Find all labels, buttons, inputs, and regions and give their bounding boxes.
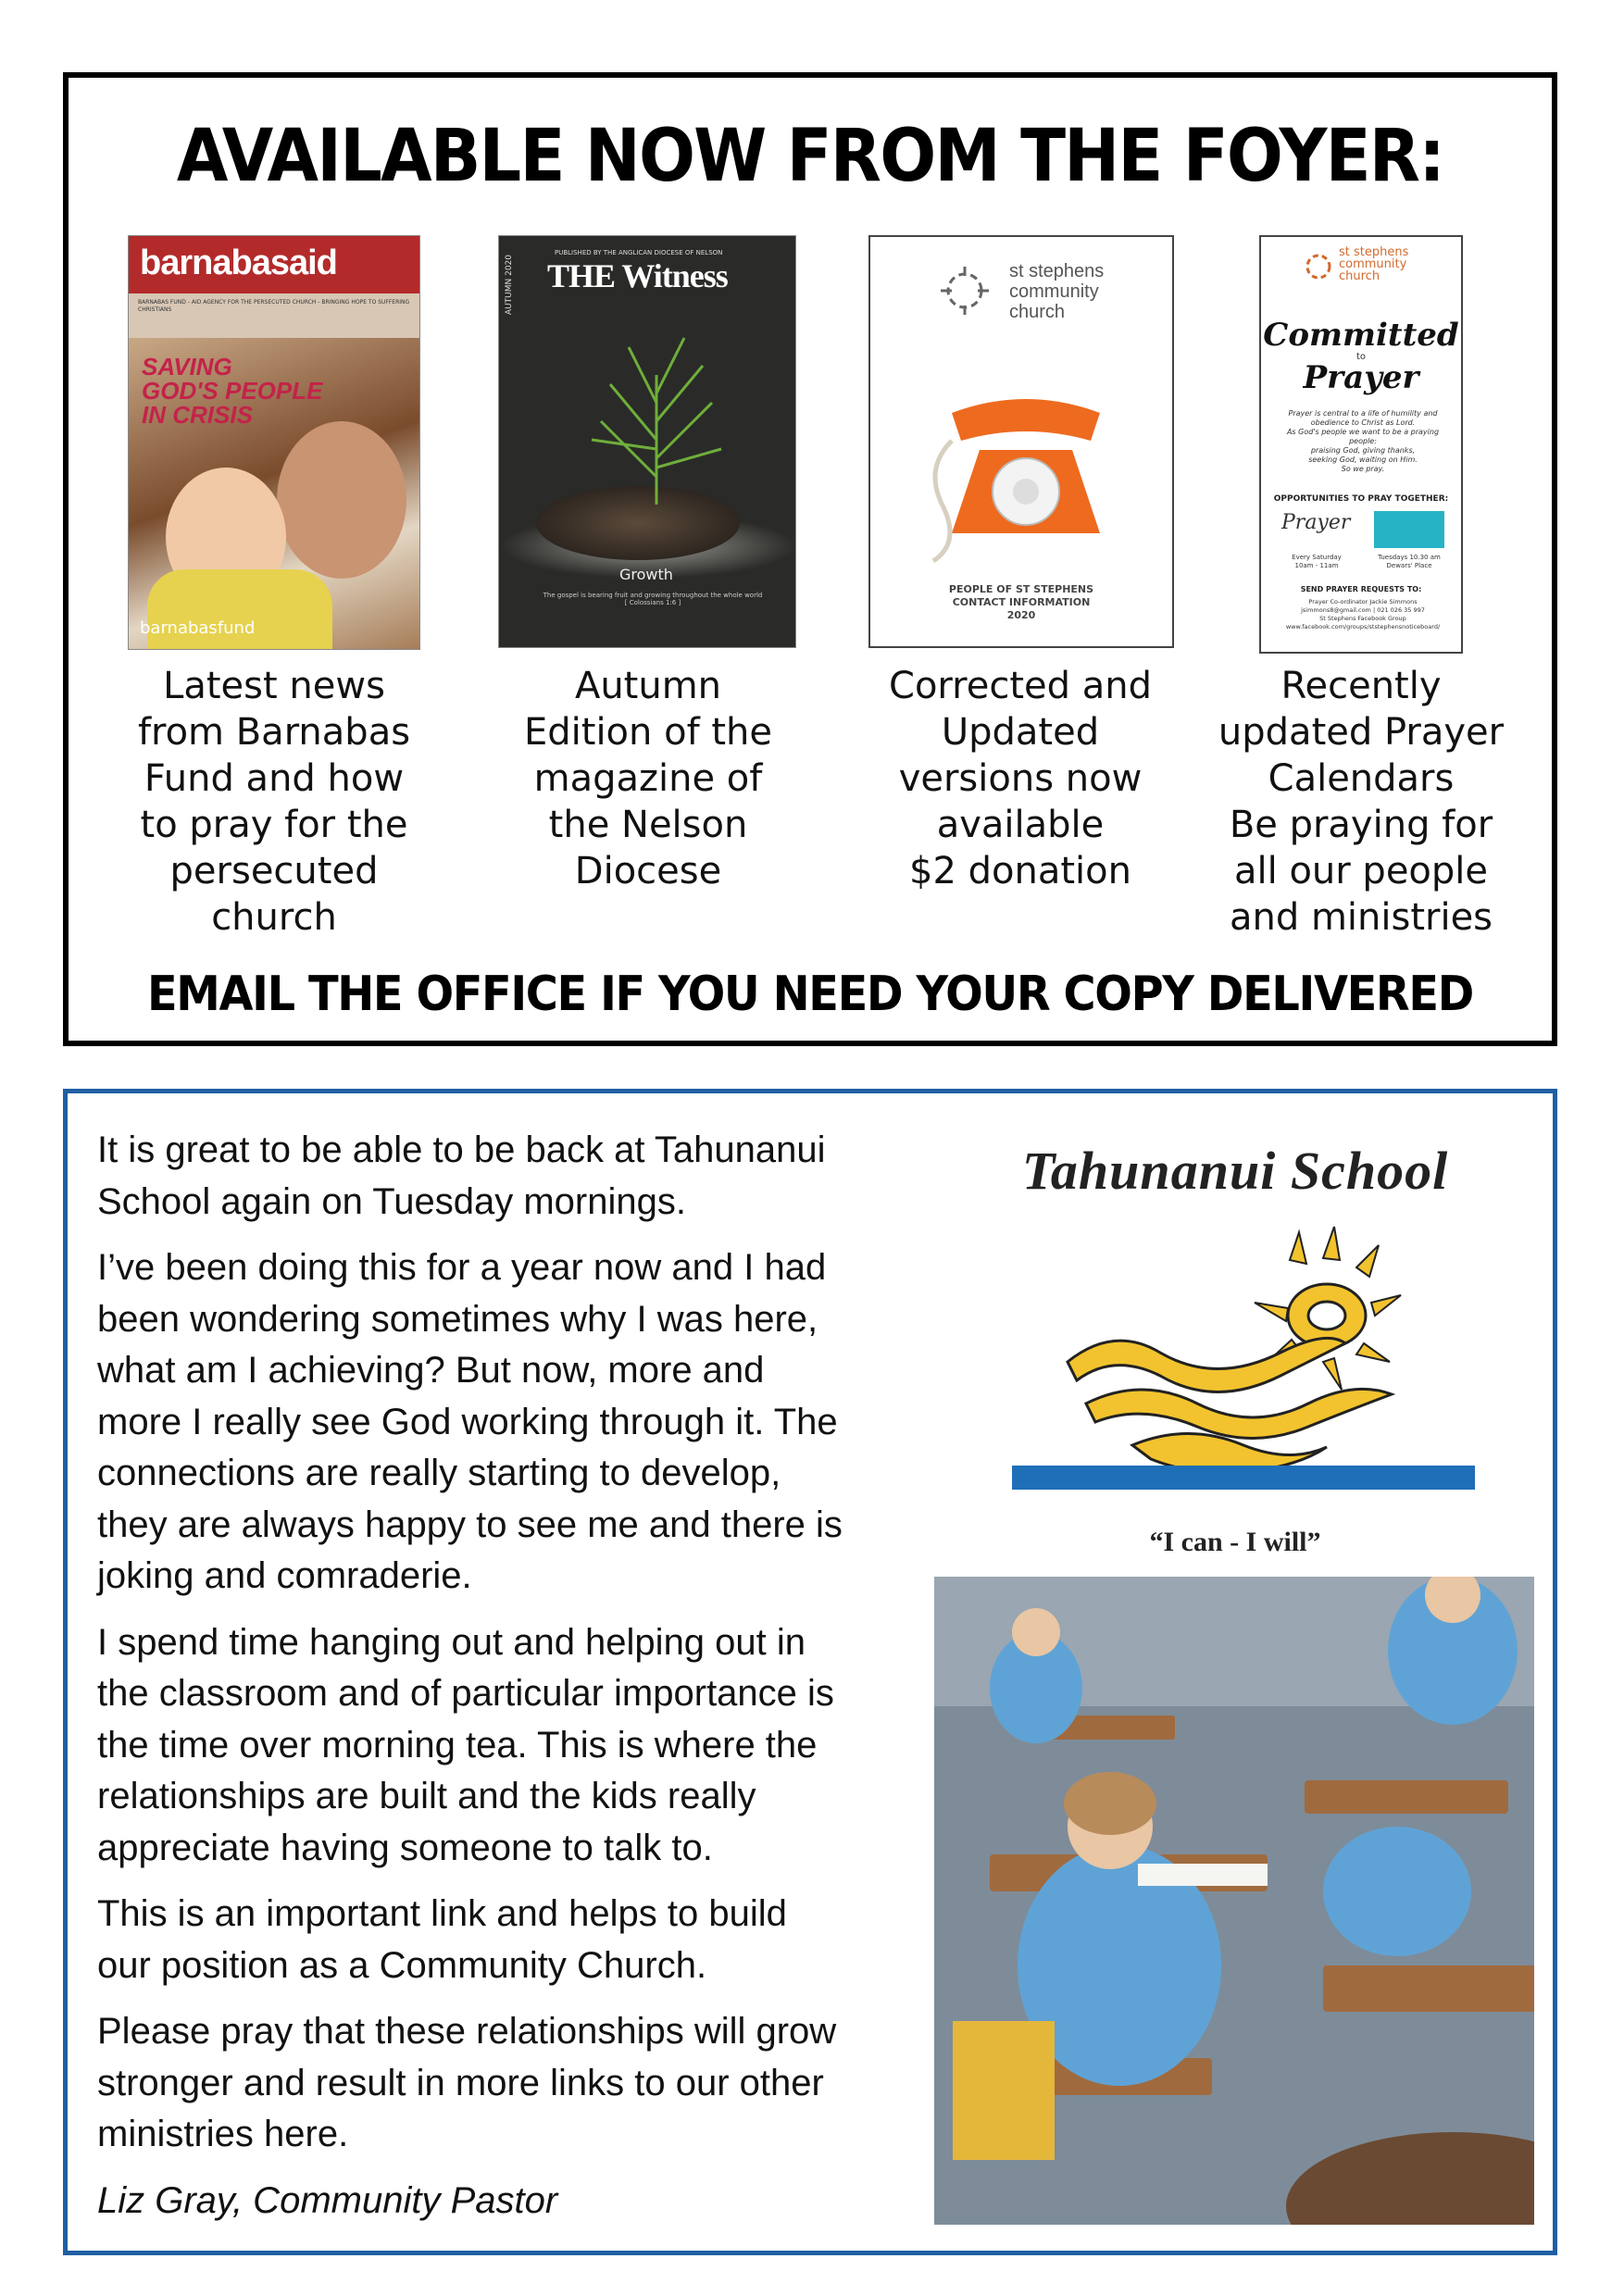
story-line: It is great to be able to be back at Tahunanui: [97, 1129, 826, 1170]
caption-line: Calendars: [1268, 757, 1455, 800]
caption-line: Latest news: [163, 665, 385, 707]
caption-line: updated Prayer: [1218, 711, 1505, 754]
text-line: praising God, giving thanks,: [1310, 446, 1416, 455]
caption-line: Edition of the: [523, 711, 773, 754]
church-logo-icon: [1302, 250, 1335, 283]
event-line: Tuesdays 10.30 am: [1378, 554, 1441, 561]
footer-line: PEOPLE OF ST STEPHENS: [948, 583, 1094, 595]
story-paragraph: [97, 2006, 931, 2161]
story-line: School again on Tuesday mornings.: [97, 1180, 686, 1222]
classroom-scene: [934, 1577, 1534, 2225]
caption-line: and ministries: [1229, 896, 1493, 939]
caption-witness: [500, 663, 796, 894]
story-line: stronger and result in more links to our other: [97, 2062, 824, 2103]
calendar-title-mid: to: [1355, 352, 1367, 362]
text-line: obedience to Christ as Lord.: [1310, 418, 1416, 427]
logo-line: church: [1339, 269, 1380, 283]
text-line: So we pray.: [1341, 465, 1385, 473]
caption-line: to pray for the: [140, 804, 408, 846]
caption-line: Autumn: [574, 665, 722, 707]
story-line: joking and comraderie.: [97, 1555, 472, 1596]
story-line: our position as a Community Church.: [97, 1944, 707, 1986]
story-paragraph: [97, 1617, 931, 1875]
caption-line: versions now: [898, 757, 1143, 800]
story-paragraph: [97, 1889, 931, 1991]
story-line: relationships are built and the kids really: [97, 1776, 756, 1816]
text-line: Prayer is central to a life of humility and: [1288, 409, 1438, 418]
cover-brand: THE Witness: [547, 257, 728, 294]
headline-line: SAVING: [142, 353, 232, 381]
story-line: more I really see God working through it. The: [97, 1401, 838, 1442]
caption-line: available: [936, 804, 1105, 846]
story-line: been wondering sometimes why I was here,: [97, 1298, 818, 1340]
calendar-event: [1365, 554, 1454, 570]
calendar-text: [1278, 409, 1448, 474]
logo-line: st stephens: [1339, 245, 1409, 259]
caption-line: the Nelson: [548, 804, 748, 846]
story-line: connections are really starting to develop,: [97, 1453, 781, 1493]
witness-cover: [498, 235, 796, 648]
cover-headline: [142, 355, 322, 427]
story-line: the time over morning tea. This is where the: [97, 1724, 818, 1766]
calendar-contact: [1265, 598, 1461, 631]
story-line: I’ve been doing this for a year now and I had: [97, 1247, 827, 1288]
event-line: Every Saturday: [1292, 554, 1342, 561]
caption-barnabas: [126, 663, 422, 941]
logo-line: church: [1009, 302, 1066, 322]
foyer-title: AVAILABLE NOW FROM THE FOYER:: [176, 115, 1444, 198]
footer-line: 2020: [1006, 609, 1036, 621]
barnabas-aid-cover: [128, 235, 420, 650]
foyer-box: [63, 72, 1557, 1046]
headline-line: IN CRISIS: [142, 401, 253, 429]
calendar-title-top: Committed: [1263, 317, 1459, 354]
school-name: Tahunanui School: [1021, 1141, 1449, 1201]
cover-quote: [532, 592, 773, 606]
caption-line: Fund and how: [144, 757, 405, 800]
contact-line: Prayer Co-ordinator Jackie Simmons: [1308, 598, 1418, 605]
prayer-image: [1374, 511, 1444, 548]
church-logo-icon: [930, 263, 1000, 318]
story-line: This is an important link and helps to build: [97, 1893, 787, 1934]
sun-and-waves-icon: [1012, 1223, 1475, 1501]
caption-line: Updated: [941, 711, 1100, 754]
cover-publisher: PUBLISHED BY THE ANGLICAN DIOCESE OF NELSON: [555, 249, 723, 256]
cover-photo-adult: [277, 421, 406, 579]
seedling-icon: [564, 319, 749, 514]
cover-brand: barnabasaid: [140, 243, 337, 282]
email-office-note: EMAIL THE OFFICE IF YOU NEED YOUR COPY DELIVERED: [146, 967, 1473, 1022]
caption-line: magazine of: [533, 757, 763, 800]
caption-contact-info: [872, 663, 1168, 894]
calendar-opportunities: OPPORTUNITIES TO PRAY TOGETHER:: [1273, 494, 1449, 504]
logo-line: community: [1339, 257, 1407, 271]
story-paragraph: [97, 1242, 931, 1603]
text-line: seeking God, waiting on Him.: [1308, 455, 1418, 464]
contact-line: jsimmons8@gmail.com | 021 026 35 997: [1301, 606, 1425, 614]
classroom-photo: [934, 1577, 1534, 2225]
caption-line: Recently: [1280, 665, 1442, 707]
caption-line: $2 donation: [909, 850, 1131, 892]
cover-feature: Growth: [619, 566, 673, 583]
story-line: what am I achieving? But now, more and: [97, 1350, 765, 1391]
school-motto: “I can - I will”: [1149, 1527, 1321, 1557]
telephone-icon: [915, 385, 1137, 570]
caption-line: Be praying for: [1229, 804, 1493, 846]
caption-line: persecuted: [169, 850, 379, 892]
church-logo-text: [1009, 261, 1104, 322]
cover-edition: AUTUMN 2020: [505, 255, 514, 316]
caption-prayer-calendar: [1213, 663, 1509, 941]
story-signature: Liz Gray, Community Pastor: [97, 2179, 558, 2221]
headline-line: GOD'S PEOPLE: [142, 377, 323, 405]
caption-line: Corrected and: [889, 665, 1152, 707]
cover-footer: [870, 583, 1172, 622]
story-line: appreciate having someone to talk to.: [97, 1827, 713, 1868]
caption-line: church: [211, 896, 337, 939]
cover-tagline: BARNABAS FUND - AID AGENCY FOR THE PERSECUTED CHURCH - BRINGING HOPE TO SUFFERING CHRISTIANS: [138, 299, 410, 313]
calendar-title-bottom: Prayer: [1303, 359, 1419, 396]
school-logo: [938, 1112, 1532, 1593]
contact-line: St Stephens Facebook Group: [1319, 615, 1406, 622]
story-paragraph: [97, 1125, 931, 1228]
calendar-send-requests: SEND PRAYER REQUESTS TO:: [1300, 585, 1422, 593]
quote-reference: [ Colossians 1:6 ]: [624, 599, 681, 606]
story-line: Please pray that these relationships will grow: [97, 2011, 837, 2052]
story-line: I spend time hanging out and helping out in: [97, 1621, 806, 1663]
event-line: 10am - 11am: [1294, 562, 1339, 569]
story-text: [97, 1125, 931, 2241]
story-line: they are always happy to see me and there is: [97, 1504, 843, 1545]
cover-footer: barnabasfund: [140, 618, 256, 638]
caption-line: all our people: [1233, 850, 1489, 892]
logo-line: community: [1009, 281, 1099, 302]
footer-line: CONTACT INFORMATION: [952, 596, 1091, 608]
calendar-event: [1272, 554, 1361, 570]
contact-info-cover: [868, 235, 1174, 648]
caption-line: from Barnabas: [137, 711, 411, 754]
prayer-calendar-cover: [1259, 235, 1463, 654]
event-line: Dewars' Place: [1386, 562, 1432, 569]
prayer-logo: Prayer: [1281, 511, 1351, 534]
quote-text: The gospel is bearing fruit and growing throughout the whole world: [543, 592, 763, 599]
contact-line: www.facebook.com/groups/ststephensnoticeboard/: [1285, 623, 1441, 630]
story-line: ministries here.: [97, 2114, 349, 2154]
logo-line: st stephens: [1009, 261, 1105, 281]
story-line: the classroom and of particular importance is: [97, 1673, 834, 1714]
text-line: As God's people we want to be a praying people:: [1286, 428, 1440, 445]
school-story-box: [63, 1089, 1557, 2255]
caption-line: Diocese: [574, 850, 722, 892]
church-logo-text: [1339, 246, 1408, 282]
